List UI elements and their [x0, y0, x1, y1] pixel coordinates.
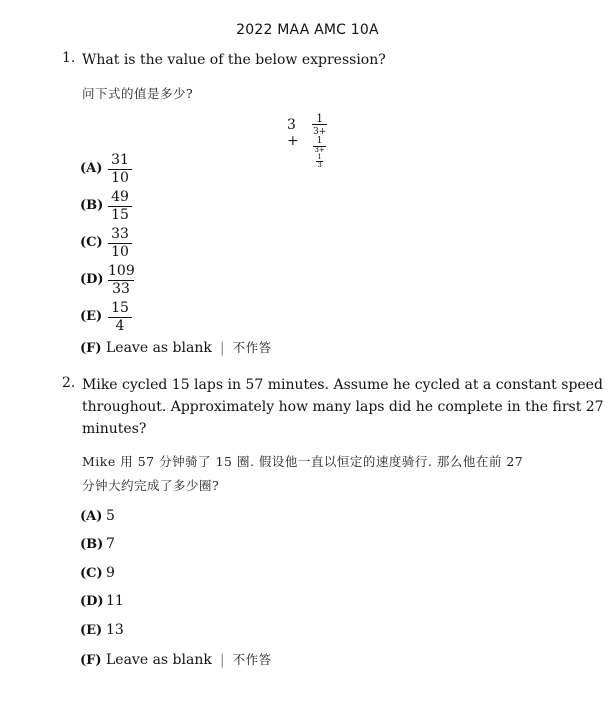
- choice-label: (B): [80, 537, 104, 552]
- leave-blank-text: Leave as blank: [106, 340, 212, 356]
- fraction-numerator: 109: [108, 263, 135, 279]
- choice-fraction: [108, 263, 134, 298]
- separator: |: [219, 340, 225, 356]
- choice-value: 5: [106, 508, 115, 524]
- choice-label: (C): [80, 235, 103, 250]
- question-1-chinese: 问下式的值是多少?: [82, 86, 194, 101]
- expr-mid-numerator: 1: [313, 137, 326, 147]
- expr-inner-fraction: [316, 154, 322, 169]
- question-2-line: Mike cycled 15 laps in 57 minutes. Assume he cycled at a constant speed: [82, 377, 603, 393]
- choice-label: (D): [80, 272, 104, 287]
- question-2-chinese-line: 分钟大约完成了多少圈?: [82, 478, 220, 493]
- question-1-text: What is the value of the below expression?: [82, 52, 386, 68]
- choice-label: (D): [80, 594, 104, 609]
- expr-inner-numerator: 1: [317, 153, 322, 161]
- fraction-denominator: 10: [111, 170, 129, 186]
- fraction-denominator: 33: [112, 281, 130, 297]
- choice-label: (F): [80, 653, 102, 668]
- expr-mid-denominator: [313, 147, 326, 169]
- q2-choice-f[interactable]: [80, 650, 272, 668]
- expr-mid-fraction: [313, 137, 326, 169]
- choice-label: (E): [80, 309, 103, 324]
- separator: |: [219, 652, 225, 668]
- q2-choice-c[interactable]: [80, 565, 115, 581]
- expr-outer-denominator: [312, 125, 327, 169]
- choice-fraction: [108, 300, 132, 335]
- question-2-chinese-line: Mike 用 57 分钟骑了 15 圈. 假设他一直以恒定的速度骑行. 那么他在前 27: [82, 454, 524, 469]
- question-2-line: throughout. Approximately how many laps did he complete in the first 27: [82, 399, 604, 415]
- question-2-text: [82, 374, 604, 440]
- choice-label: (B): [80, 198, 104, 213]
- choice-value: 13: [106, 622, 124, 638]
- q2-choice-d[interactable]: [80, 593, 124, 609]
- leave-blank-text: Leave as blank: [106, 652, 212, 668]
- expr-outer-numerator: 1: [312, 113, 327, 125]
- q2-choice-b[interactable]: [80, 536, 115, 552]
- expr-outer-fraction: [312, 113, 327, 169]
- q1-choice-f[interactable]: [80, 338, 272, 356]
- leave-blank-chinese: 不作答: [232, 340, 272, 355]
- q2-choice-a[interactable]: [80, 508, 115, 524]
- choice-label: (A): [80, 161, 103, 176]
- choice-value: 7: [106, 536, 115, 552]
- fraction-denominator: 4: [115, 318, 125, 334]
- choice-value: 9: [106, 565, 115, 581]
- fraction-denominator: 15: [111, 207, 129, 223]
- question-1-number: 1.: [62, 50, 76, 66]
- page-title: 2022 MAA AMC 10A: [236, 22, 379, 38]
- expr-inner-denominator: 3: [317, 161, 322, 169]
- choice-label: (E): [80, 623, 103, 638]
- fraction-denominator: 10: [111, 244, 129, 260]
- expr-mid-lead: 3+: [313, 127, 327, 137]
- choice-fraction: [108, 152, 132, 187]
- choice-label: (F): [80, 341, 102, 356]
- expr-inner-lead: 3+: [314, 146, 325, 154]
- fraction-numerator: 33: [108, 226, 132, 244]
- choice-label: (C): [80, 566, 103, 581]
- q2-choice-e[interactable]: [80, 622, 124, 638]
- fraction-numerator: 49: [108, 189, 132, 207]
- fraction-numerator: 31: [108, 152, 132, 170]
- choice-value: 11: [106, 593, 124, 609]
- fraction-numerator: 15: [108, 300, 132, 318]
- choice-label: (A): [80, 509, 103, 524]
- choice-fraction: [108, 189, 132, 224]
- leave-blank-chinese: 不作答: [232, 652, 272, 667]
- question-2-number: 2.: [62, 375, 76, 391]
- expr-lead: 3 +: [287, 117, 299, 149]
- question-2-chinese: [82, 450, 523, 498]
- question-2-line: minutes?: [82, 421, 147, 437]
- choice-fraction: [108, 226, 132, 261]
